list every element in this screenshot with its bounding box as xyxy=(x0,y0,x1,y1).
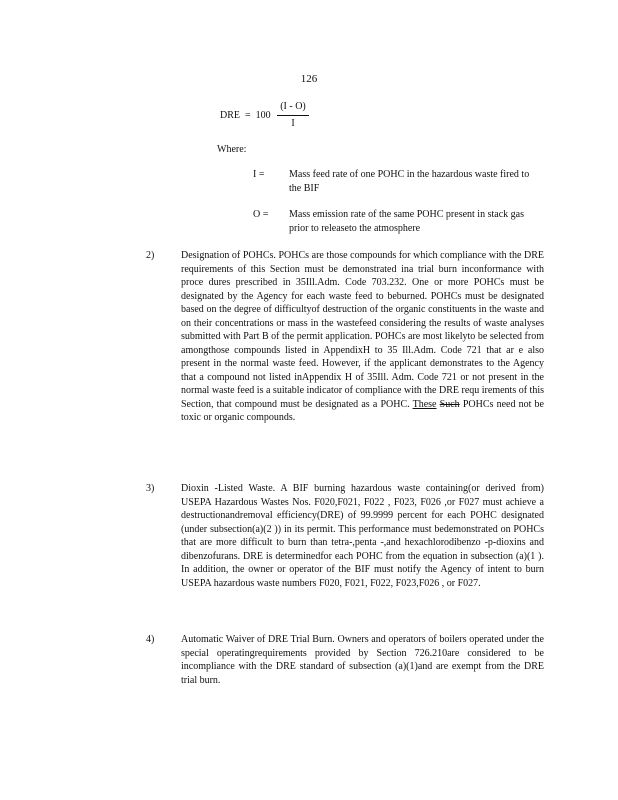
dre-formula xyxy=(220,100,420,130)
definition-text: Mass emission rate of the same POHC present in stack gas prior to releaseto the atmosphere xyxy=(289,209,524,234)
item-body xyxy=(181,249,544,425)
page-number: 126 xyxy=(300,73,318,85)
formula-lhs: DRE = 100 xyxy=(220,110,271,121)
item-body: Automatic Waiver of DRE Trial Burn. Owners and operators of boilers operated under the special operatingrequirements provided by Section 726.210are considered to be incompliance with the DRE standard of subsection (a)(1)and are exempt from the DRE trial burn. xyxy=(181,634,544,686)
item-number: 4) xyxy=(146,634,155,645)
formula-numerator: (I - O) xyxy=(277,100,309,116)
item-number: 3) xyxy=(146,483,155,494)
item-number: 2) xyxy=(146,250,155,261)
formula-fraction xyxy=(277,100,309,130)
definition-symbol: I = xyxy=(253,169,265,180)
where-label: Where: xyxy=(217,144,247,155)
inserted-text: These xyxy=(412,398,437,410)
item-text-end: POHCs need not be toxic or organic compounds. xyxy=(181,398,544,423)
formula-denominator: I xyxy=(291,117,295,129)
item-text: Designation of POHCs. POHCs are those compounds for which compliance with the DRE requirements of this Section must be demonstrated ina trial burn inconformance with proce dures prescribed in 35Ill.Adm. Code 703.232. One or more POHCs must be designated by the Agency for each waste feed to beburned. POHCs must be designated based on the degree of difficultyof destruction of the organic constituents in the waste and on their concentrations or mass in the wastefeed considering the results of waste analyses submitted with Part B of the permit application. POHCs are most likelyto be selected from amongthose compounds listed in AppendixH to 35 Ill.Adm. Code 721 that ar e also present in the normal waste feed. However, if the applicant demonstrates to the Agency that a compound not listed inAppendix H of 35Ill. Adm. Code 721 or not present in the normal waste feed is a suitable indicator of compliance with the DRE requ irements of this Section, that compound must be designated as a POHC. xyxy=(181,250,544,410)
definition-symbol: O = xyxy=(253,209,269,220)
item-body: Dioxin -Listed Waste. A BIF burning hazardous waste containing(or derived from) USEPA Hazardous Wastes Nos. F020,F021, F022 , F023, F026 ,or F027 must achieve a destructionandremoval efficiency(DRE) of 99.9999 percent for each POHC designated (under subsection(a)(2 )) in its permit. This performance must bedemonstrated on POHCs that are more difficult to burn than tetra-,penta -,and hexachlorodibenzo -p-dioxins and dibenzofurans. DRE is determinedfor each POHC from the equation in subsection (a)(1 ). In addition, the owner or operator of the BIF must notify the Agency of intent to burn USEPA hazardous waste numbers F020, F021, F022, F023,F026 , or F027. xyxy=(181,483,544,589)
struck-text: Such xyxy=(439,398,460,410)
definition-text: Mass feed rate of one POHC in the hazardous waste fired to the BIF xyxy=(289,169,530,194)
